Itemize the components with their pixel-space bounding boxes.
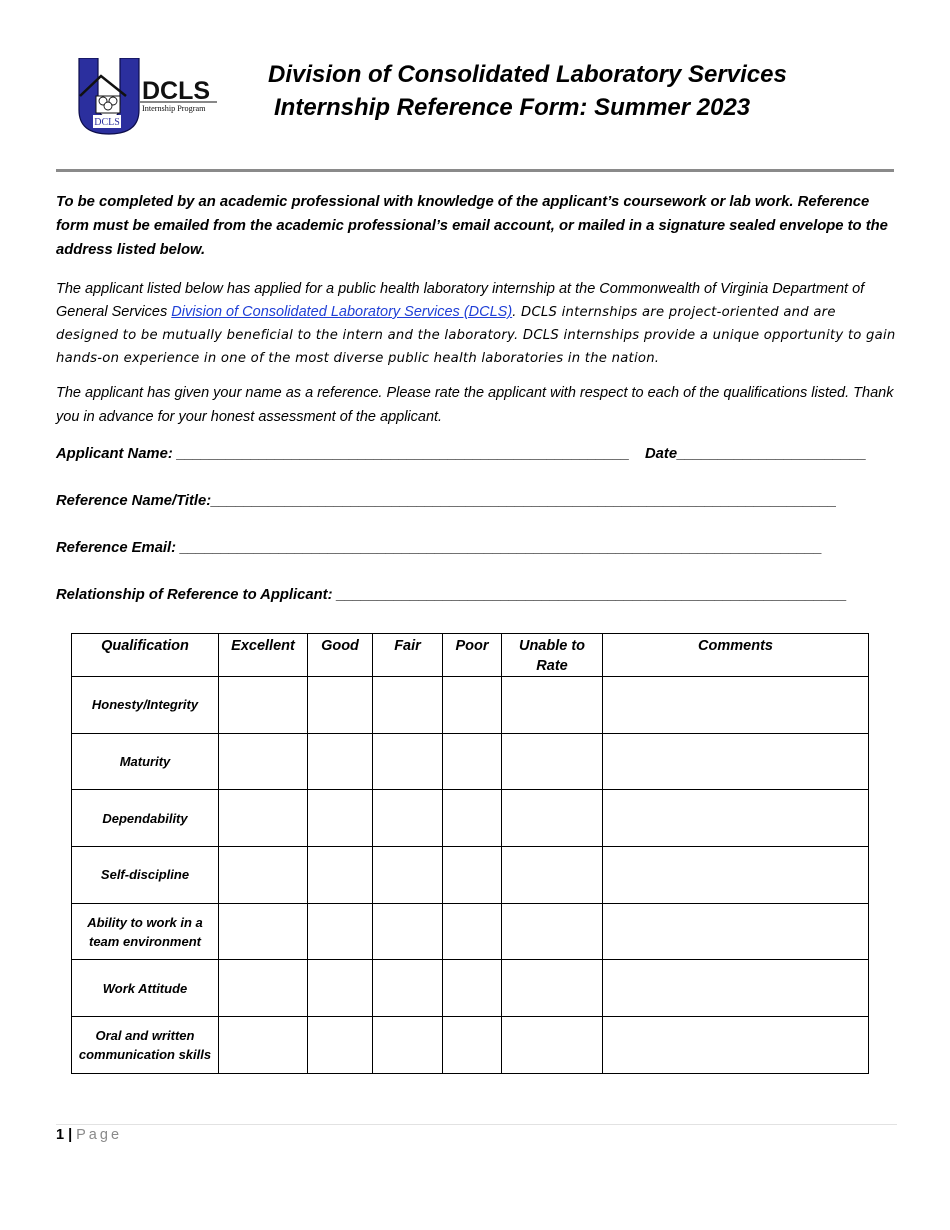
rating-cell-excellent[interactable]: [219, 1017, 308, 1074]
reference-name-field[interactable]: Reference Name/Title:____________________________________________________________________________: [56, 493, 837, 509]
relationship-field[interactable]: Relationship of Reference to Applicant: ______________________________________________________________: [56, 587, 847, 603]
comments-cell[interactable]: [603, 960, 869, 1017]
rating-cell-unable[interactable]: [502, 677, 603, 734]
rating-cell-good[interactable]: [308, 1017, 373, 1074]
header-comments: Comments: [603, 634, 869, 677]
table-row: [72, 677, 869, 734]
rating-cell-fair[interactable]: [373, 903, 443, 960]
description-text-b: . DCLS internships are project-oriented and are designed to be mutually beneficial to the intern and the laboratory. DCLS internships provide a unique opportunity to gain hands-on experience in one of the most diverse public health laboratories in the nation.: [56, 305, 896, 366]
rating-cell-good[interactable]: [308, 847, 373, 904]
title-line-2: Internship Reference Form: Summer 2023: [274, 94, 751, 121]
rating-cell-excellent[interactable]: [219, 790, 308, 847]
rating-cell-poor[interactable]: [443, 960, 502, 1017]
rating-cell-poor[interactable]: [443, 847, 502, 904]
date-field[interactable]: Date_______________________: [645, 446, 867, 462]
dcls-logo: [76, 58, 221, 136]
header-fair: Fair: [373, 634, 443, 677]
comments-cell[interactable]: [603, 790, 869, 847]
header-good: Good: [308, 634, 373, 677]
comments-cell[interactable]: [603, 1017, 869, 1074]
description-paragraph: [56, 278, 901, 370]
table-row: [72, 733, 869, 790]
comments-cell[interactable]: [603, 677, 869, 734]
qualification-label: Oral and written communication skills: [72, 1017, 219, 1074]
table-row: [72, 790, 869, 847]
rating-cell-fair[interactable]: [373, 677, 443, 734]
qualification-label: Maturity: [72, 733, 219, 790]
rating-cell-poor[interactable]: [443, 1017, 502, 1074]
comments-cell[interactable]: [603, 847, 869, 904]
header-excellent: Excellent: [219, 634, 308, 677]
rating-cell-excellent[interactable]: [219, 903, 308, 960]
table-row: [72, 960, 869, 1017]
rating-instructions: The applicant has given your name as a reference. Please rate the applicant with respect to each of the qualifications listed. Thank you in advance for your honest assessment of the applicant.: [56, 385, 894, 425]
footer-divider: [56, 1124, 897, 1125]
page-footer: [56, 1127, 122, 1143]
applicant-name-field[interactable]: Applicant Name: _______________________________________________________: [56, 446, 630, 462]
table-row: [72, 1017, 869, 1074]
dcls-link[interactable]: Division of Consolidated Laboratory Services (DCLS): [171, 304, 513, 320]
qualification-label: Self-discipline: [72, 847, 219, 904]
header-unable-to-rate: Unable to Rate: [502, 634, 603, 677]
rating-cell-poor[interactable]: [443, 677, 502, 734]
page-label: Page: [76, 1127, 123, 1143]
rating-cell-fair[interactable]: [373, 733, 443, 790]
rating-cell-poor[interactable]: [443, 903, 502, 960]
rating-cell-excellent[interactable]: [219, 733, 308, 790]
comments-cell[interactable]: [603, 733, 869, 790]
qualification-label: Work Attitude: [72, 960, 219, 1017]
rating-cell-unable[interactable]: [502, 960, 603, 1017]
table-row: [72, 847, 869, 904]
title-line-1: Division of Consolidated Laboratory Services: [268, 61, 787, 88]
page-number: 1: [56, 1127, 65, 1143]
table-row: [72, 903, 869, 960]
page-separator: |: [68, 1127, 73, 1143]
qualification-label: Honesty/Integrity: [72, 677, 219, 734]
rating-cell-fair[interactable]: [373, 790, 443, 847]
rating-cell-good[interactable]: [308, 733, 373, 790]
table-header-row: [72, 634, 869, 677]
rating-cell-unable[interactable]: [502, 790, 603, 847]
logo-text: DCLS: [142, 77, 211, 105]
qualification-label: Dependability: [72, 790, 219, 847]
qualification-label: Ability to work in a team environment: [72, 903, 219, 960]
rating-cell-excellent[interactable]: [219, 677, 308, 734]
description-text-a: The applicant listed below has applied for a public health laboratory internship at the Commonwealth of Virginia Department of General Services: [56, 281, 865, 320]
logo-subtext: Internship Program: [142, 104, 206, 113]
rating-cell-good[interactable]: [308, 960, 373, 1017]
reference-email-field[interactable]: Reference Email: ______________________________________________________________________________: [56, 540, 823, 556]
rating-cell-good[interactable]: [308, 790, 373, 847]
rating-cell-unable[interactable]: [502, 733, 603, 790]
rating-cell-poor[interactable]: [443, 790, 502, 847]
header-divider: [56, 169, 894, 172]
qualification-rating-table: [71, 633, 869, 1074]
rating-cell-unable[interactable]: [502, 847, 603, 904]
header-poor: Poor: [443, 634, 502, 677]
page-title: [268, 58, 787, 124]
header-qualification: Qualification: [72, 634, 219, 677]
rating-cell-good[interactable]: [308, 677, 373, 734]
rating-cell-fair[interactable]: [373, 1017, 443, 1074]
rating-cell-excellent[interactable]: [219, 847, 308, 904]
rating-cell-unable[interactable]: [502, 1017, 603, 1074]
rating-cell-poor[interactable]: [443, 733, 502, 790]
rating-cell-excellent[interactable]: [219, 960, 308, 1017]
rating-cell-unable[interactable]: [502, 903, 603, 960]
rating-cell-fair[interactable]: [373, 960, 443, 1017]
logo-badge-text: DCLS: [94, 117, 120, 128]
intro-instructions: To be completed by an academic professional with knowledge of the applicant’s coursework or lab work. Reference form must be emailed from the academic professional’s email account, or mailed in a signature sealed envelope to the address listed below.: [56, 194, 888, 258]
rating-cell-good[interactable]: [308, 903, 373, 960]
rating-cell-fair[interactable]: [373, 847, 443, 904]
comments-cell[interactable]: [603, 903, 869, 960]
